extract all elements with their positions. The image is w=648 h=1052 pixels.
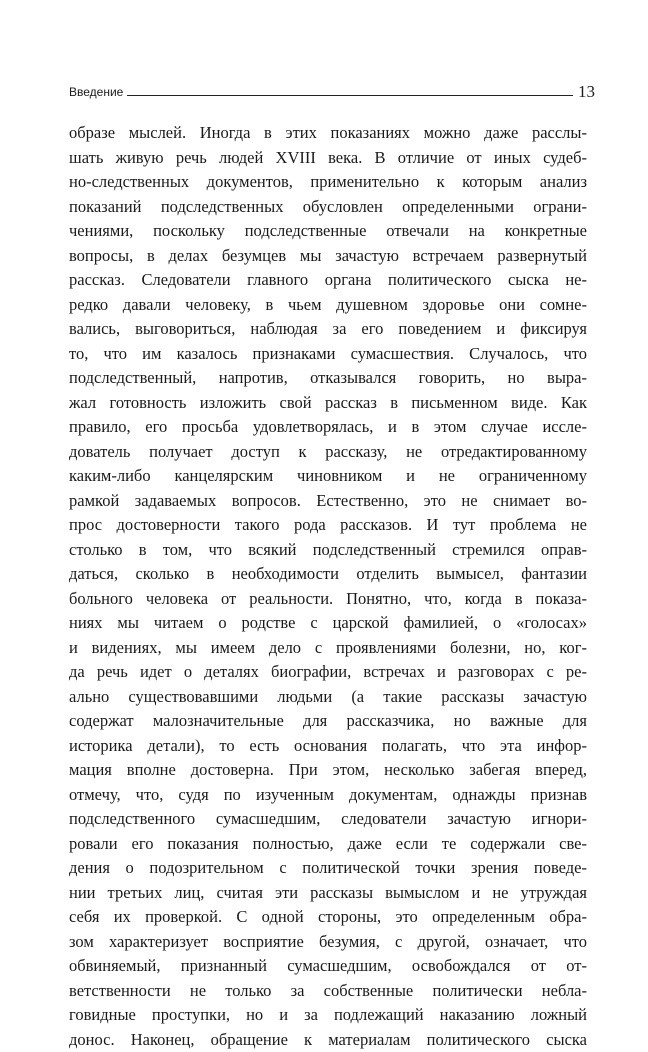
text-line: ниях мы читаем о родстве с царской фамилией, о «голосах» bbox=[69, 611, 587, 636]
text-line: и видениях, мы имеем дело с проявлениями болезни, но, ког- bbox=[69, 636, 587, 661]
text-line: шать живую речь людей XVIII века. В отличие от иных судеб- bbox=[69, 146, 587, 171]
text-line: показаний подследственных обусловлен определенными ограни- bbox=[69, 195, 587, 220]
text-line: даться, сколько в необходимости отделить вымысел, фантазии bbox=[69, 562, 587, 587]
text-line: образе мыслей. Иногда в этих показаниях можно даже расслы- bbox=[69, 121, 587, 146]
text-line: редко давали человеку, в чьем душевном здоровье они сомне- bbox=[69, 293, 587, 318]
text-line: чениями, поскольку подследственные отвечали на конкретные bbox=[69, 219, 587, 244]
text-line: больного человека от реальности. Понятно, что, когда в показа- bbox=[69, 587, 587, 612]
text-line: говидные проступки, но и за подлежащий наказанию ложный bbox=[69, 1003, 587, 1028]
text-line: ально существовавшими людьми (а такие рассказы зачастую bbox=[69, 685, 587, 710]
text-line: каким-либо канцелярским чиновником и не ограниченному bbox=[69, 464, 587, 489]
text-line: дователь получает доступ к рассказу, не отредактированному bbox=[69, 440, 587, 465]
text-line: отмечу, что, судя по изученным документам, однажды признав bbox=[69, 783, 587, 808]
text-line: жал готовность изложить свой рассказ в письменном виде. Как bbox=[69, 391, 587, 416]
page-number: 13 bbox=[578, 83, 595, 101]
header-rule bbox=[127, 95, 573, 96]
text-line: но-следственных документов, применительно к которым анализ bbox=[69, 170, 587, 195]
text-line: ветственности не только за собственные политически неблa- bbox=[69, 979, 587, 1004]
text-line: ровали его показания полностью, даже если те содержали све- bbox=[69, 832, 587, 857]
text-line: вопросы, в делах безумцев мы зачастую встречаем развернутый bbox=[69, 244, 587, 269]
body-paragraph bbox=[69, 121, 587, 1052]
text-line: то, что им казалось признаками сумасшествия. Случалось, что bbox=[69, 342, 587, 367]
text-line: содержат малозначительные для рассказчика, но важные для bbox=[69, 709, 587, 734]
text-line: дения о подозрительном с политической точки зрения поведе- bbox=[69, 856, 587, 881]
text-line: рассказ. Следователи главного органа политического сыска не- bbox=[69, 268, 587, 293]
text-line: вались, выговориться, наблюдая за его поведением и фиксируя bbox=[69, 317, 587, 342]
section-title: Введение bbox=[69, 85, 123, 101]
text-line: обвиняемый, признанный сумасшедшим, освобождался от от- bbox=[69, 954, 587, 979]
text-line: правило, его просьба удовлетворялась, и в этом случае иссле- bbox=[69, 415, 587, 440]
text-line: подследственный, напротив, отказывался говорить, но выра- bbox=[69, 366, 587, 391]
text-line: историка детали), то есть основания полагать, что эта инфор- bbox=[69, 734, 587, 759]
text-line: зом характеризует восприятие безумия, с другой, означает, что bbox=[69, 930, 587, 955]
running-head bbox=[69, 79, 595, 101]
text-line: рамкой задаваемых вопросов. Естественно, это не снимает во- bbox=[69, 489, 587, 514]
text-line: мация вполне достоверна. При этом, несколько забегая вперед, bbox=[69, 758, 587, 783]
text-line: прос достоверности такого рода рассказов. И тут проблема не bbox=[69, 513, 587, 538]
text-line: столько в том, что всякий подследственный стремился оправ- bbox=[69, 538, 587, 563]
text-line: нии третьих лиц, считая эти рассказы вымыслом и не утруждая bbox=[69, 881, 587, 906]
text-line: себя их проверкой. С одной стороны, это определенным обра- bbox=[69, 905, 587, 930]
text-line: подследственного сумасшедшим, следователи зачастую игнори- bbox=[69, 807, 587, 832]
text-line: да речь идет о деталях биографии, встречах и разговорах с ре- bbox=[69, 660, 587, 685]
text-line: донос. Наконец, обращение к материалам политического сыска bbox=[69, 1028, 587, 1052]
